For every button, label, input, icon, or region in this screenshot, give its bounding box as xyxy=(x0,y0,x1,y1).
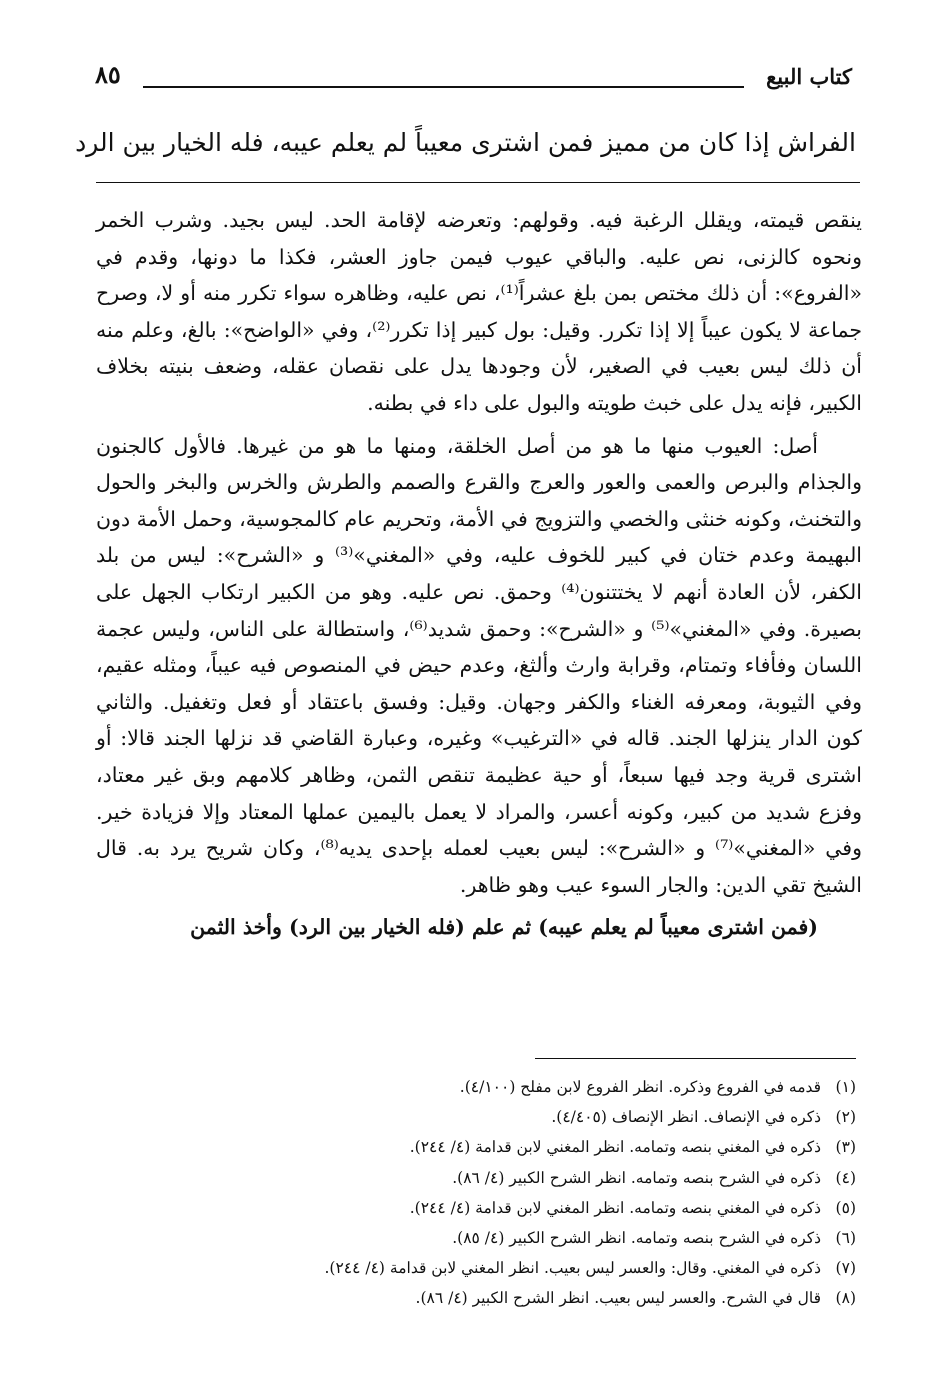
footnote-number: (٣) xyxy=(835,1138,856,1157)
commentary-paragraph: أصل: العيوب منها ما هو من أصل الخلقة، ومنها ما هو من غيرها. فالأول كالجنون والجذام والبرص والعمى والعور والعرج والقرع والصمم والطرش والخرس والبخر والحول والتخنث، وكونه خنثى والخصي والتزويج في الأمة، وتحريم عام كالمجوسية، وحمل الأمة دون البهيمة وعدم ختان في كبير للخوف عليه، وفي «المغني»⁽³⁾ و «الشرح»: ليس من بلد الكفر، لأن العادة أنهم لا يختتنون⁽⁴⁾ وحمق. نص عليه. وهو من الكبير ارتكاب الجهل على بصيرة. وفي «المغني»⁽⁵⁾ و «الشرح»: وحمق شديد⁽⁶⁾، واستطالة على الناس، وليس عجمة اللسان وفأفاء وتمتام، وقرابة وارث وألثغ، وعدم حيض في المنصوص فيه عيباً، ومثله عقيم، وفي الثيوبة، ومعرفه الغناء والكفر وجهان. وقيل: وفسق باعتقاد أو فعل وتغفيل. والثاني كون الدار ينزلها الجند. قاله في «الترغيب» وغيره، وعبارة القاضي قد نزلها الجند قالا: أو اشترى قرية وجد فيها سبعاً، أو حية عظيمة تنقص الثمن، وظاهر كلامهم وبق غير معتاد، وفزع شديد من كبير، وكونه أعسر، والمراد لا يعمل باليمين عملها المعتاد وإلا فزيادة خير. وفي «المغني»⁽⁷⁾ و «الشرح»: ليس بعيب لعمله بإحدى يديه⁽⁸⁾، وكان شريح يرد به. قال الشيخ تقي الدين: والجار السوء عيب وهو ظاهر. xyxy=(96,433,863,897)
footnote-divider xyxy=(535,1058,856,1059)
footnote xyxy=(96,1193,856,1223)
matn-quote-line: (فمن اشترى معيباً لم يعلم عيبه) ثم علم (فله الخيار بين الرد) وأخذ الثمن xyxy=(190,915,818,940)
footnote-text: ذكره في الشرح بنصه وتمامه. انظر الشرح الكبير (٤/ ٨٦). xyxy=(452,1168,822,1187)
commentary-paragraph: ينقص قيمته، ويقلل الرغبة فيه. وقولهم: وتعرضه لإقامة الحد. ليس بجيد. وشرب الخمر ونحوه كالزنى، نص عليه. والباقي عيوب فيمن جاوز العشر، فكذا ما دونها، وقدم في «الفروع»: أن ذلك مختص بمن بلغ عشراً⁽¹⁾، نص عليه، وظاهره سواء تكرر منه أو لا، وصرح جماعة لا يكون عيباً إلا إذا تكرر. وقيل: بول كبير إذا تكرر⁽²⁾، وفي «الواضح»: بالغ، وعلم منه أن ذلك ليس بعيب في الصغير، لأن وجودها يدل على نقصان عقله، وضعف بنيته بخلاف الكبير، فإنه يدل على خبث طويته والبول على داء في بطنه. xyxy=(96,208,862,415)
footnote-text: قال في الشرح. والعسر ليس بعيب. انظر الشرح الكبير (٤/ ٨٦). xyxy=(415,1289,822,1308)
footnote xyxy=(96,1072,856,1102)
footnote-number: (٢) xyxy=(835,1108,856,1127)
footnote xyxy=(96,1253,856,1283)
footnote-number: (٤) xyxy=(835,1168,856,1187)
footnote-number: (٦) xyxy=(835,1229,856,1248)
header-rule xyxy=(143,86,744,88)
footnote-number: (٨) xyxy=(835,1289,856,1308)
footnote xyxy=(96,1163,856,1193)
footnote-number: (٥) xyxy=(835,1198,856,1217)
page-number: ٨٥ xyxy=(95,60,121,89)
matn-divider xyxy=(96,182,860,183)
footnote-number: (١) xyxy=(835,1078,856,1096)
footnote xyxy=(96,1223,856,1253)
page-header xyxy=(95,60,852,110)
footnotes-list xyxy=(96,1072,856,1314)
chapter-title: كتاب البيع xyxy=(766,64,852,89)
footnote-text: ذكره في المغني بنصه وتمامه. انظر المغني لابن قدامة (٤/ ٢٤٤). xyxy=(409,1198,822,1217)
footnote-text: ذكره في المغني بنصه وتمامه. انظر المغني لابن قدامة (٤/ ٢٤٤). xyxy=(409,1138,822,1157)
commentary-body xyxy=(96,202,862,946)
footnote-text: ذكره في الإنصاف. انظر الإنصاف (٤/٤٠٥). xyxy=(551,1108,822,1127)
footnote-text: ذكره في المغني. وقال: والعسر ليس بعيب. انظر المغني لابن قدامة (٤/ ٢٤٤). xyxy=(324,1259,822,1278)
footnote-text: ذكره في الشرح بنصه وتمامه. انظر الشرح الكبير (٤/ ٨٥). xyxy=(452,1229,822,1248)
footnote xyxy=(96,1283,856,1313)
footnote-number: (٧) xyxy=(835,1259,856,1278)
matn-text: الفراش إذا كان من مميز فمن اشترى معيباً لم يعلم عيبه، فله الخيار بين الرد xyxy=(75,128,856,157)
footnote xyxy=(96,1132,856,1162)
footnote-text: قدمه في الفروع وذكره. انظر الفروع لابن مفلح (٤/١٠٠). xyxy=(459,1078,822,1096)
footnote xyxy=(96,1102,856,1132)
